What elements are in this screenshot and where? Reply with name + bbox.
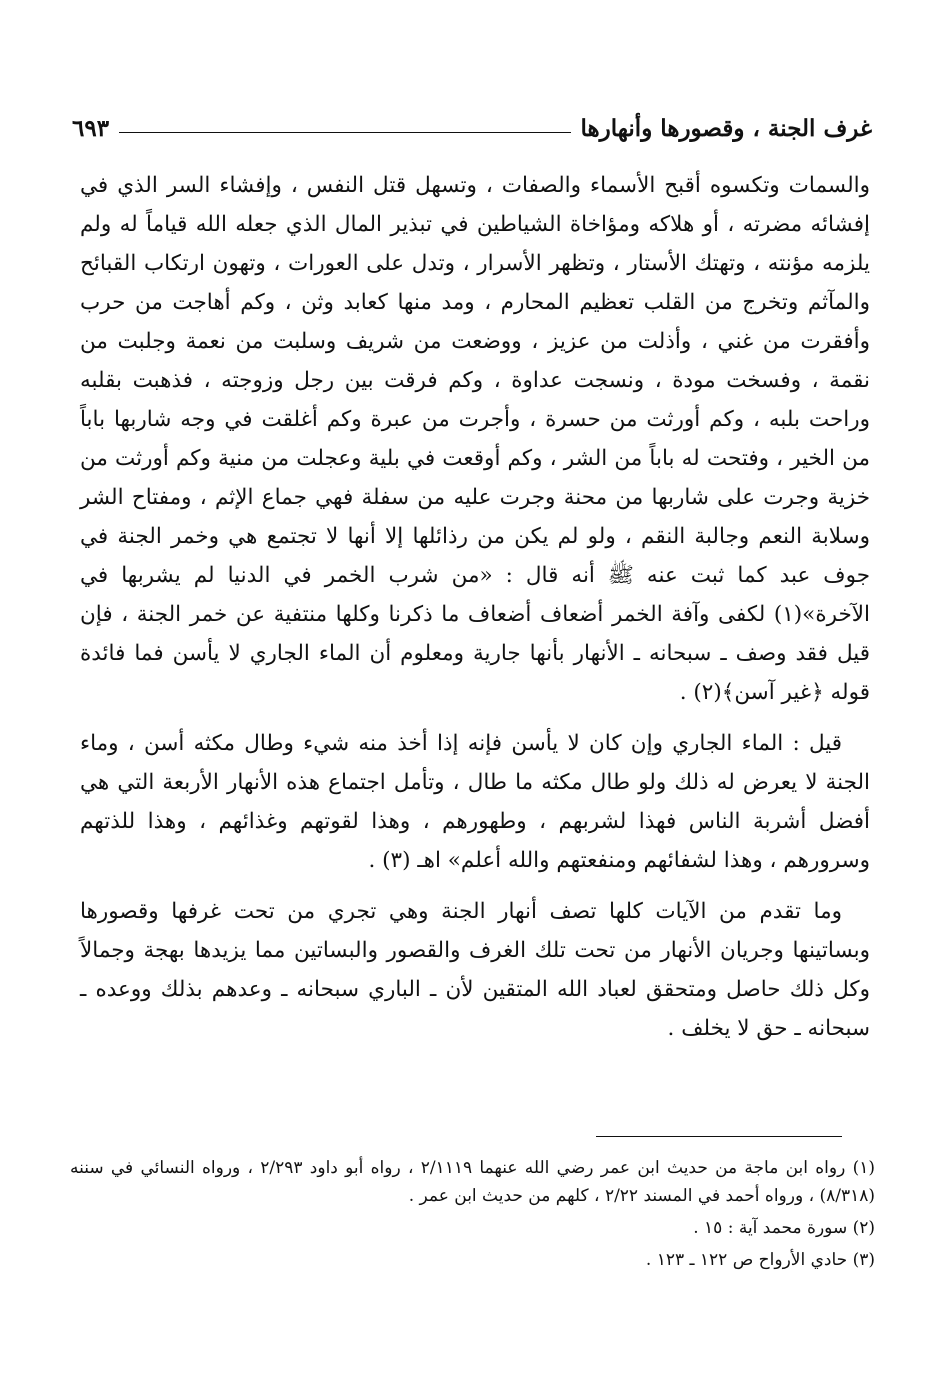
- running-header: [72, 108, 872, 148]
- footnote-separator: [596, 1136, 842, 1137]
- page-number: ٦٩٣: [72, 114, 110, 142]
- paragraph: والسمات وتكسوه أقبح الأسماء والصفات ، وتسهل قتل النفس ، وإفشاء السر الذي في إفشائه مضرته ، أو هلاكه ومؤاخاة الشياطين في تبذير المال الذي جعله الله قياماً له ولم يلزمه مؤنته ، وتهتك الأستار ، وتظهر الأسرار ، وتدل على العورات ، وتهون ارتكاب القبائح والمآثم وتخرج من القلب تعظيم المحارم ، ومد منها كعابد وثن ، وكم أهاجت من حرب وأفقرت من غني ، وأذلت من عزيز ، ووضعت من شريف وسلبت من نعمة وجلبت من نقمة ، وفسخت مودة ، ونسجت عداوة ، وكم فرقت بين رجل وزوجته ، فذهبت بقلبه وراحت بلبه ، وكم أورثت من حسرة ، وأجرت من عبرة وكم أغلقت في وجه شاربها باباً من الخير ، وفتحت له باباً من الشر ، وكم أوقعت في بلية وعجلت من منية وكم أورثت من خزية وجرت على شاربها من محنة وجرت عليه من سفلة فهي جماع الإثم ، ومفتاح الشر وسلابة النعم وجالبة النقم ، ولو لم يكن من رذائلها إلا أنها لا تجتمع هي وخمر الجنة في جوف عبد كما ثبت عنه ﷺ أنه قال : «من شرب الخمر في الدنيا لم يشربها في الآخرة»(١) لكفى وآفة الخمر أضعاف أضعاف ما ذكرنا وكلها منتفية عن خمر الجنة ، فإن قيل فقد وصف ـ سبحانه ـ الأنهار بأنها جارية ومعلوم أن الماء الجاري لا يأسن فما فائدة قوله ﴿غير آسن﴾(٢) .: [80, 173, 870, 705]
- footnotes: [70, 1154, 875, 1274]
- footnote: (٢) سورة محمد آية : ١٥ .: [693, 1218, 875, 1238]
- paragraph: وما تقدم من الآيات كلها تصف أنهار الجنة وهي تجري من تحت غرفها وقصورها وبساتينها وجريان الأنهار من تحت تلك الغرف والقصور والبساتين مما يزيدها بهجة وجمالاً وكل ذلك حاصل ومتحقق لعباد الله المتقين لأن ـ الباري سبحانه ـ وعدهم بذلك ووعده ـ سبحانه ـ حق لا يخلف .: [80, 899, 870, 1041]
- chapter-title: غرف الجنة ، وقصورها وأنهارها: [580, 114, 872, 142]
- main-text: [80, 166, 870, 1048]
- footnote: (١) رواه ابن ماجة من حديث ابن عمر رضي الله عنهما ٢/١١١٩ ، رواه أبو داود ٢/٢٩٣ ، ورواه النسائي في سننه (٨/٣١٨) ، ورواه أحمد في المسند ٢/٢٢ ، كلهم من حديث ابن عمر .: [70, 1158, 875, 1206]
- header-rule: [119, 132, 570, 133]
- footnote: (٣) حادي الأرواح ص ١٢٢ ـ ١٢٣ .: [645, 1250, 875, 1270]
- paragraph: قيل : الماء الجاري وإن كان لا يأسن فإنه إذا أخذ منه شيء وطال مكثه أسن ، وماء الجنة لا يعرض له ذلك ولو طال مكثه ما طال ، وتأمل اجتماع هذه الأنهار الأربعة التي هي أفضل أشربة الناس فهذا لشربهم ، وطهورهم ، وهذا لقوتهم وغذائهم ، وهذا للذتهم وسرورهم ، وهذا لشفائهم ومنفعتهم والله أعلم» اهـ (٣) .: [80, 731, 870, 873]
